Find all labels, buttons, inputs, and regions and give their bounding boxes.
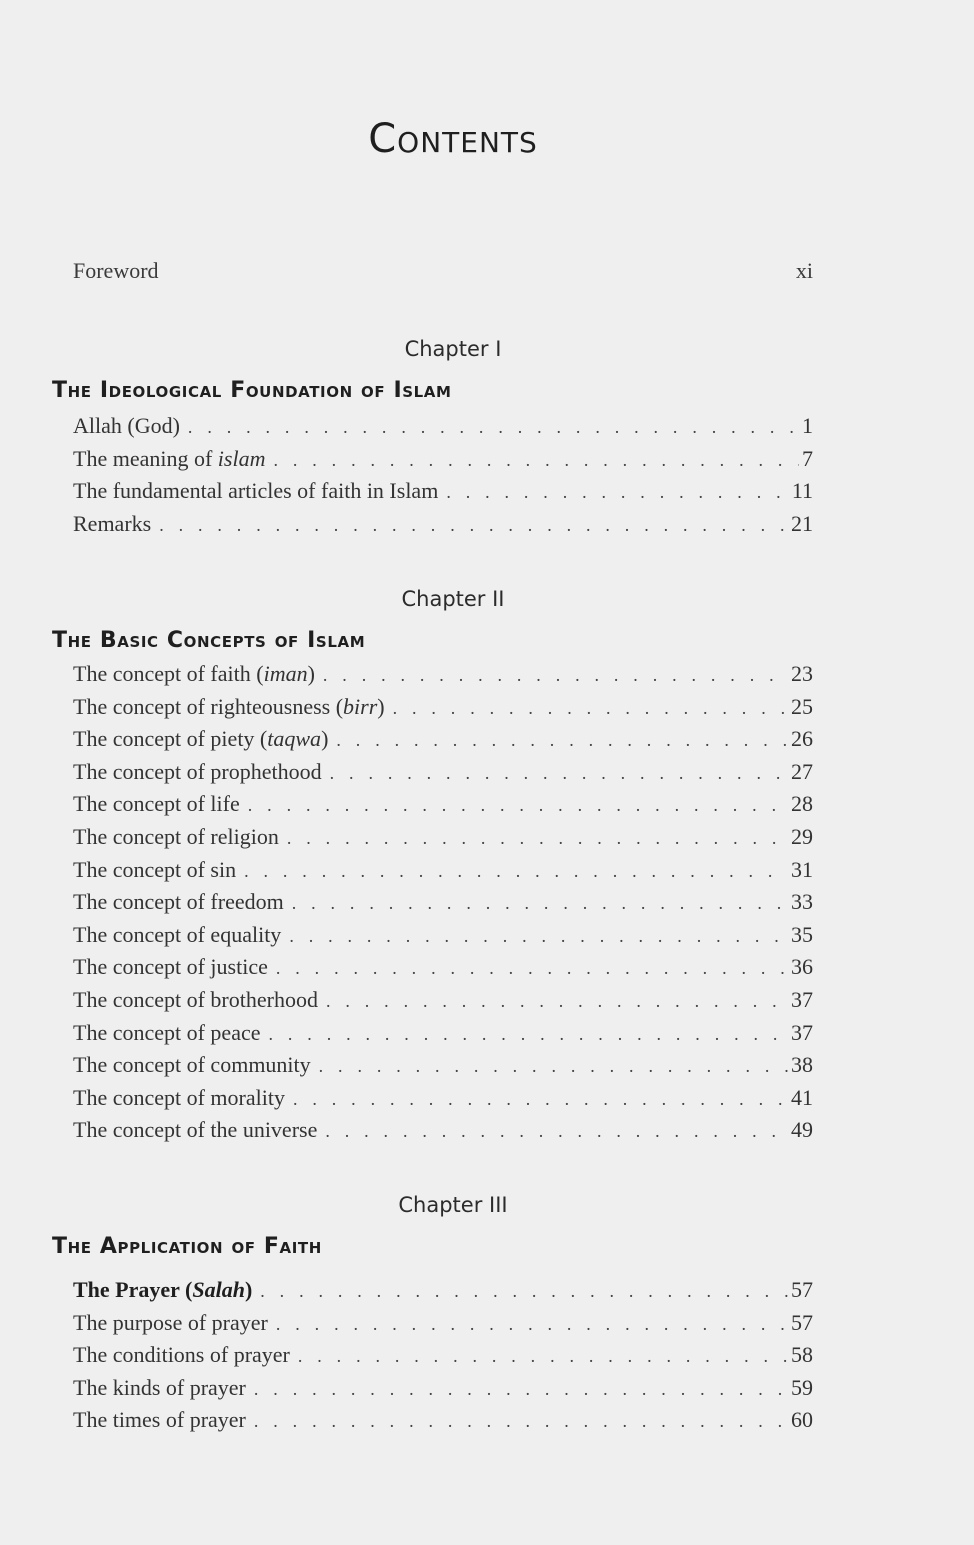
entry-page-number: 25	[791, 693, 813, 719]
entry-title-text: The purpose of prayer	[73, 1309, 268, 1335]
entry-title-text: The conditions of prayer	[73, 1342, 290, 1368]
entry-title	[73, 691, 385, 724]
chapter-2-label: Chapter II	[401, 587, 505, 611]
toc-entry[interactable]	[73, 1339, 813, 1372]
entry-title	[73, 1114, 317, 1147]
foreword-entry[interactable]	[73, 258, 813, 284]
entry-title-text: The concept of freedom	[73, 889, 284, 915]
entry-page-number: 41	[791, 1084, 813, 1110]
chapter-1-entries	[73, 410, 813, 540]
entry-page-number: 21	[791, 510, 813, 536]
entry-title-text: The concept of sin	[73, 856, 237, 882]
toc-entry[interactable]	[73, 508, 813, 541]
entry-page-number: 33	[791, 889, 813, 915]
entry-title-suffix: )	[377, 693, 385, 719]
entry-title-text: The concept of religion	[73, 823, 279, 849]
entry-title	[73, 508, 151, 541]
dot-leader	[260, 1275, 788, 1308]
toc-entry[interactable]	[73, 984, 813, 1017]
entry-page-number: 28	[791, 791, 813, 817]
toc-entry[interactable]	[73, 1307, 813, 1340]
entry-page-number: 49	[791, 1117, 813, 1143]
entry-title-suffix: )	[307, 661, 315, 686]
entry-page-number: 26	[791, 726, 813, 752]
entry-title-text: The concept of community	[73, 1052, 311, 1078]
toc-entry[interactable]	[73, 475, 813, 508]
entry-title	[73, 475, 438, 508]
dot-leader	[244, 855, 788, 888]
entry-title-text: The fundamental articles of faith in Islam	[73, 478, 439, 504]
entry-page-number: 11	[791, 478, 813, 504]
entry-title	[73, 788, 240, 821]
entry-title-text: The concept of the universe	[73, 1117, 318, 1143]
toc-entry[interactable]	[73, 821, 813, 854]
dot-leader	[254, 1373, 788, 1406]
dot-leader	[292, 887, 788, 920]
chapter-1-label: Chapter I	[404, 337, 502, 361]
toc-entry[interactable]	[73, 1274, 813, 1307]
entry-title-text: The concept of life	[73, 791, 240, 817]
entry-title	[73, 443, 265, 476]
toc-entry[interactable]	[73, 951, 813, 984]
entry-title-text: The concept of piety (	[73, 726, 268, 752]
entry-title-text: The concept of justice	[73, 954, 268, 980]
dot-leader	[276, 952, 788, 985]
dot-leader	[188, 411, 799, 444]
entry-title	[73, 919, 281, 952]
entry-title-term: islam	[217, 445, 266, 471]
toc-entry[interactable]	[73, 756, 813, 789]
entry-title-suffix: )	[244, 1277, 253, 1302]
dot-leader	[289, 920, 788, 953]
page-title: Contents	[368, 116, 538, 162]
toc-entry[interactable]	[73, 919, 813, 952]
entry-title	[73, 1372, 246, 1405]
entry-title-text: The concept of brotherhood	[73, 986, 318, 1012]
entry-page-number: 23	[791, 661, 813, 686]
dot-leader	[319, 1050, 788, 1083]
entry-page-number: 7	[802, 445, 813, 471]
entry-page-number: 57	[791, 1309, 813, 1335]
entry-title	[73, 886, 284, 919]
dot-leader	[248, 789, 788, 822]
entry-title-text: The Prayer (	[73, 1277, 193, 1302]
entry-page-number: 37	[791, 1019, 813, 1045]
entry-title-text: The concept of peace	[73, 1019, 261, 1045]
chapter-3-label: Chapter III	[398, 1193, 508, 1217]
dot-leader	[159, 509, 788, 542]
entry-title	[73, 1307, 268, 1340]
dot-leader	[330, 757, 788, 790]
toc-entry[interactable]	[73, 886, 813, 919]
entry-page-number: 60	[791, 1407, 813, 1433]
entry-title-term: taqwa	[267, 726, 322, 752]
entry-title	[73, 1082, 285, 1115]
entry-page-number: 27	[791, 758, 813, 784]
entry-page-number: 35	[791, 921, 813, 947]
entry-title	[73, 1049, 311, 1082]
chapter-2-heading: The Basic Concepts of Islam	[52, 628, 366, 653]
dot-leader	[325, 1115, 788, 1148]
entry-title	[73, 1017, 261, 1050]
toc-entry[interactable]	[73, 410, 813, 443]
toc-entry[interactable]	[73, 691, 813, 724]
entry-title-text: The meaning of	[73, 445, 218, 471]
entry-page-number: 36	[791, 954, 813, 980]
entry-title-term: birr	[343, 693, 378, 719]
entry-title	[73, 1339, 290, 1372]
toc-entry[interactable]	[73, 1372, 813, 1405]
entry-title-term: Salah	[192, 1277, 245, 1302]
entry-title	[73, 984, 318, 1017]
entry-title	[73, 854, 236, 887]
foreword-page-number: xi	[795, 258, 813, 283]
entry-page-number: 38	[791, 1052, 813, 1078]
toc-entry[interactable]	[73, 443, 813, 476]
toc-entry[interactable]	[73, 788, 813, 821]
dot-leader	[273, 444, 799, 477]
entry-page-number: 29	[791, 823, 813, 849]
chapter-2-entries	[73, 658, 813, 1147]
chapter-3-heading: The Application of Faith	[52, 1234, 322, 1259]
toc-entry[interactable]	[73, 1049, 813, 1082]
toc-entry[interactable]	[73, 1017, 813, 1050]
chapter-3-entries	[73, 1274, 813, 1437]
entry-title	[73, 821, 279, 854]
entry-title-term: iman	[263, 661, 308, 686]
entry-page-number: 57	[791, 1277, 813, 1302]
entry-title	[73, 756, 322, 789]
entry-page-number: 58	[791, 1342, 813, 1368]
entry-title-text: The times of prayer	[73, 1407, 246, 1433]
entry-title-text: Allah (God)	[73, 413, 180, 438]
entry-title-text: The concept of equality	[73, 921, 282, 947]
dot-leader	[254, 1405, 788, 1438]
entry-page-number: 37	[791, 986, 813, 1012]
entry-title-text: The concept of faith (	[73, 661, 264, 686]
toc-entry[interactable]	[73, 723, 813, 756]
dot-leader	[336, 724, 788, 757]
dot-leader	[326, 985, 788, 1018]
dot-leader	[446, 476, 789, 509]
dot-leader	[287, 822, 788, 855]
entry-title-suffix: )	[321, 726, 329, 752]
entry-page-number: 59	[791, 1374, 813, 1400]
entry-page-number: 1	[802, 413, 813, 438]
entry-title	[73, 658, 315, 691]
entry-title	[73, 1404, 246, 1437]
toc-entry[interactable]	[73, 1082, 813, 1115]
toc-entry[interactable]	[73, 1404, 813, 1437]
entry-title	[73, 723, 328, 756]
entry-title-text: The concept of righteousness (	[73, 693, 344, 719]
dot-leader	[323, 659, 788, 692]
toc-entry[interactable]	[73, 854, 813, 887]
foreword-label: Foreword	[73, 258, 159, 283]
toc-entry[interactable]	[73, 1114, 813, 1147]
entry-title	[73, 951, 268, 984]
toc-entry[interactable]	[73, 658, 813, 691]
entry-title-text: The kinds of prayer	[73, 1374, 246, 1400]
dot-leader	[393, 692, 788, 725]
dot-leader	[298, 1340, 788, 1373]
entry-title	[73, 410, 180, 443]
entry-title	[73, 1274, 252, 1307]
dot-leader	[293, 1083, 788, 1116]
entry-page-number: 31	[791, 856, 813, 882]
entry-title-text: Remarks	[73, 510, 152, 536]
dot-leader	[276, 1308, 788, 1341]
entry-title-text: The concept of prophethood	[73, 758, 322, 784]
chapter-1-heading: The Ideological Foundation of Islam	[52, 378, 452, 403]
dot-leader	[269, 1018, 789, 1051]
entry-title-text: The concept of morality	[73, 1084, 285, 1110]
